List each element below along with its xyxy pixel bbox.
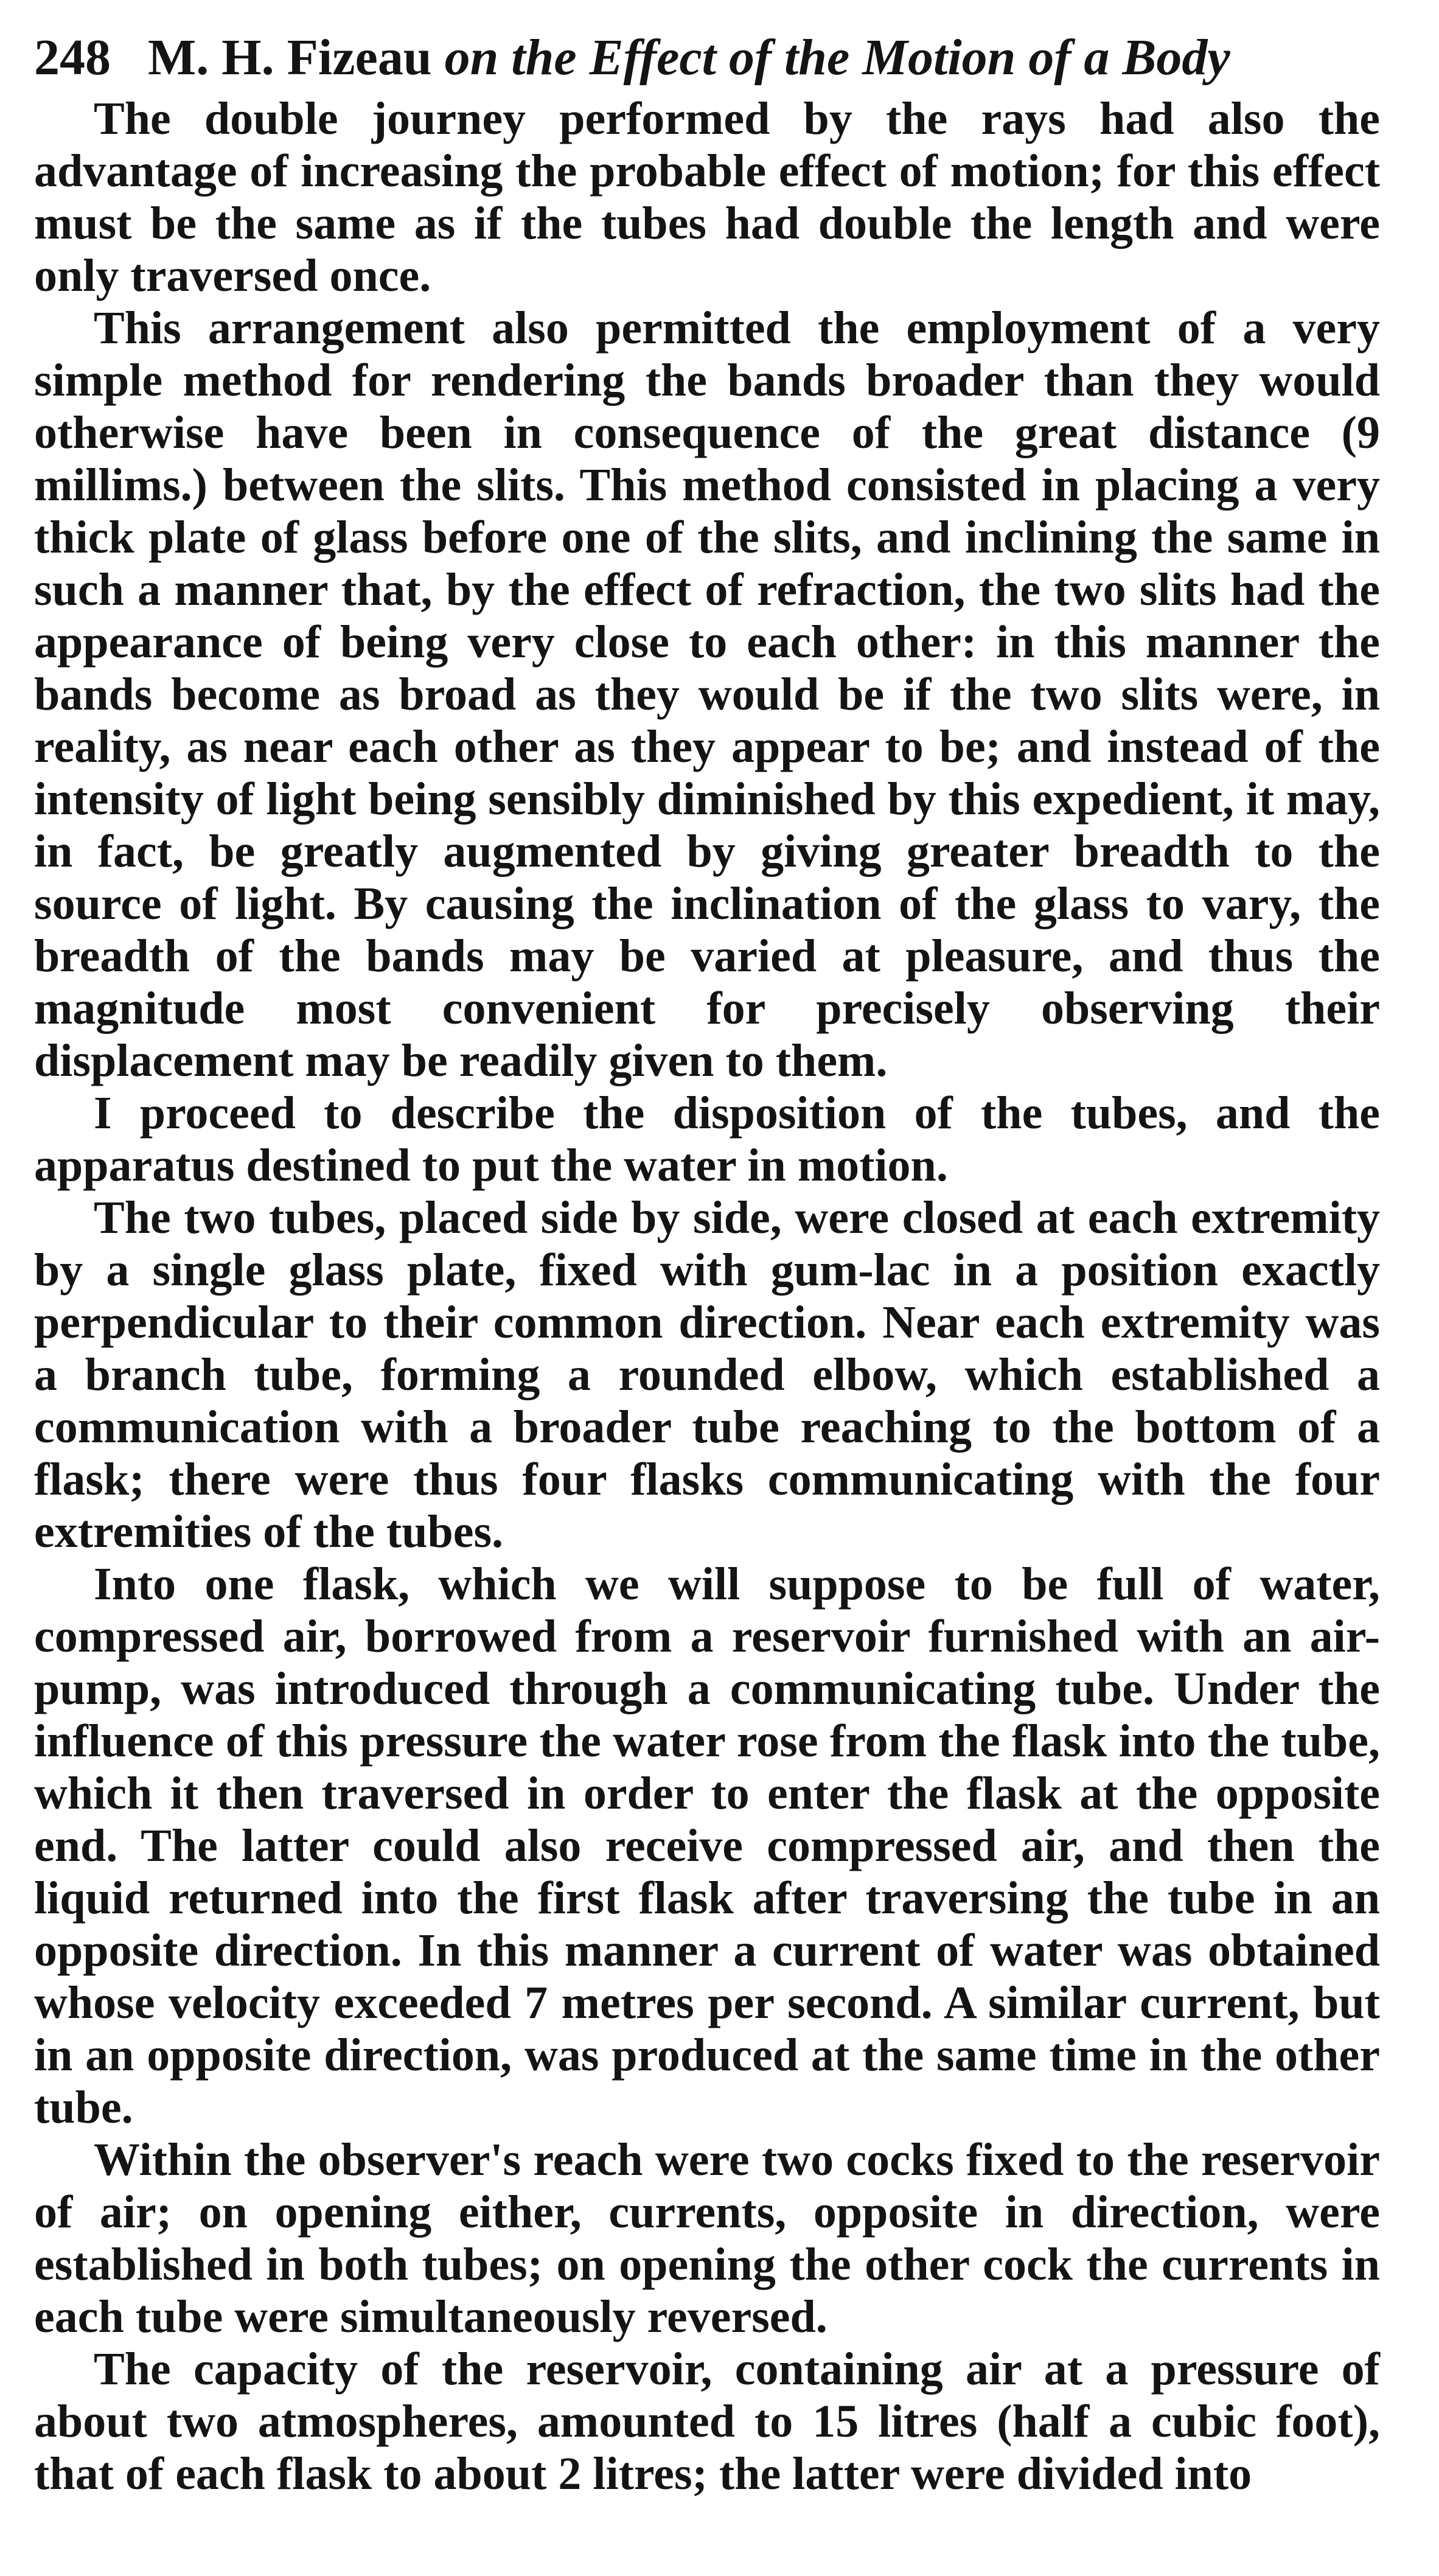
- body-text: [34, 92, 1380, 2500]
- paragraph-3: I proceed to describe the disposition of the tubes, and the apparatus destined to put the water in motion.: [34, 1087, 1380, 1191]
- header-author: M. H. Fizeau: [148, 29, 432, 86]
- paragraph-2: This arrangement also permitted the employment of a very simple method for rendering the bands broader than they would otherwise have been in consequence of the great distance (9 millims.) between the slits. This method consisted in placing a very thick plate of glass before one of the slits, and inclining the same in such a manner that, by the effect of refraction, the two slits had the appearance of being very close to each other: in this manner the bands become as broad as they would be if the two slits were, in reality, as near each other as they appear to be; and instead of the intensity of light being sensibly diminished by this expedient, it may, in fact, be greatly augmented by giving greater breadth to the source of light. By causing the inclination of the glass to vary, the breadth of the bands may be varied at pleasure, and thus the magnitude most convenient for precisely observing their displacement may be readily given to them.: [34, 302, 1380, 1086]
- paragraph-5: Into one flask, which we will suppose to be full of water, compressed air, borrowed from a reservoir furnished with an air-pump, was introduced through a communicating tube. Under the influence of this pressure the water rose from the flask into the tube, which it then traversed in order to enter the flask at the opposite end. The latter could also receive compressed air, and then the liquid returned into the first flask after traversing the tube in an opposite direction. In this manner a current of water was obtained whose velocity exceeded 7 metres per second. A similar current, but in an opposite direction, was produced at the same time in the other tube.: [34, 1559, 1380, 2133]
- paragraph-6: Within the observer's reach were two cocks fixed to the reservoir of air; on opening either, currents, opposite in direction, were established in both tubes; on opening the other cock the currents in each tube were simultaneously reversed.: [34, 2134, 1380, 2342]
- header-title: on the Effect of the Motion of a Body: [444, 29, 1230, 86]
- book-page: [34, 24, 1380, 2556]
- paragraph-1: The double journey performed by the rays had also the advantage of increasing the probable effect of motion; for this effect must be the same as if the tubes had double the length and were only traversed once.: [34, 93, 1380, 301]
- page-number: 248: [34, 29, 111, 86]
- running-header: [34, 24, 1380, 92]
- paragraph-4: The two tubes, placed side by side, were closed at each extremity by a single glass plate, fixed with gum-lac in a position exactly perpendicular to their common direction. Near each extremity was a branch tube, forming a rounded elbow, which established a communication with a broader tube reaching to the bottom of a flask; there were thus four flasks communicating with the four extremities of the tubes.: [34, 1192, 1380, 1557]
- paragraph-7: The capacity of the reservoir, containing air at a pressure of about two atmospheres, amounted to 15 litres (half a cubic foot), that of each flask to about 2 litres; the latter were divided into: [34, 2344, 1380, 2499]
